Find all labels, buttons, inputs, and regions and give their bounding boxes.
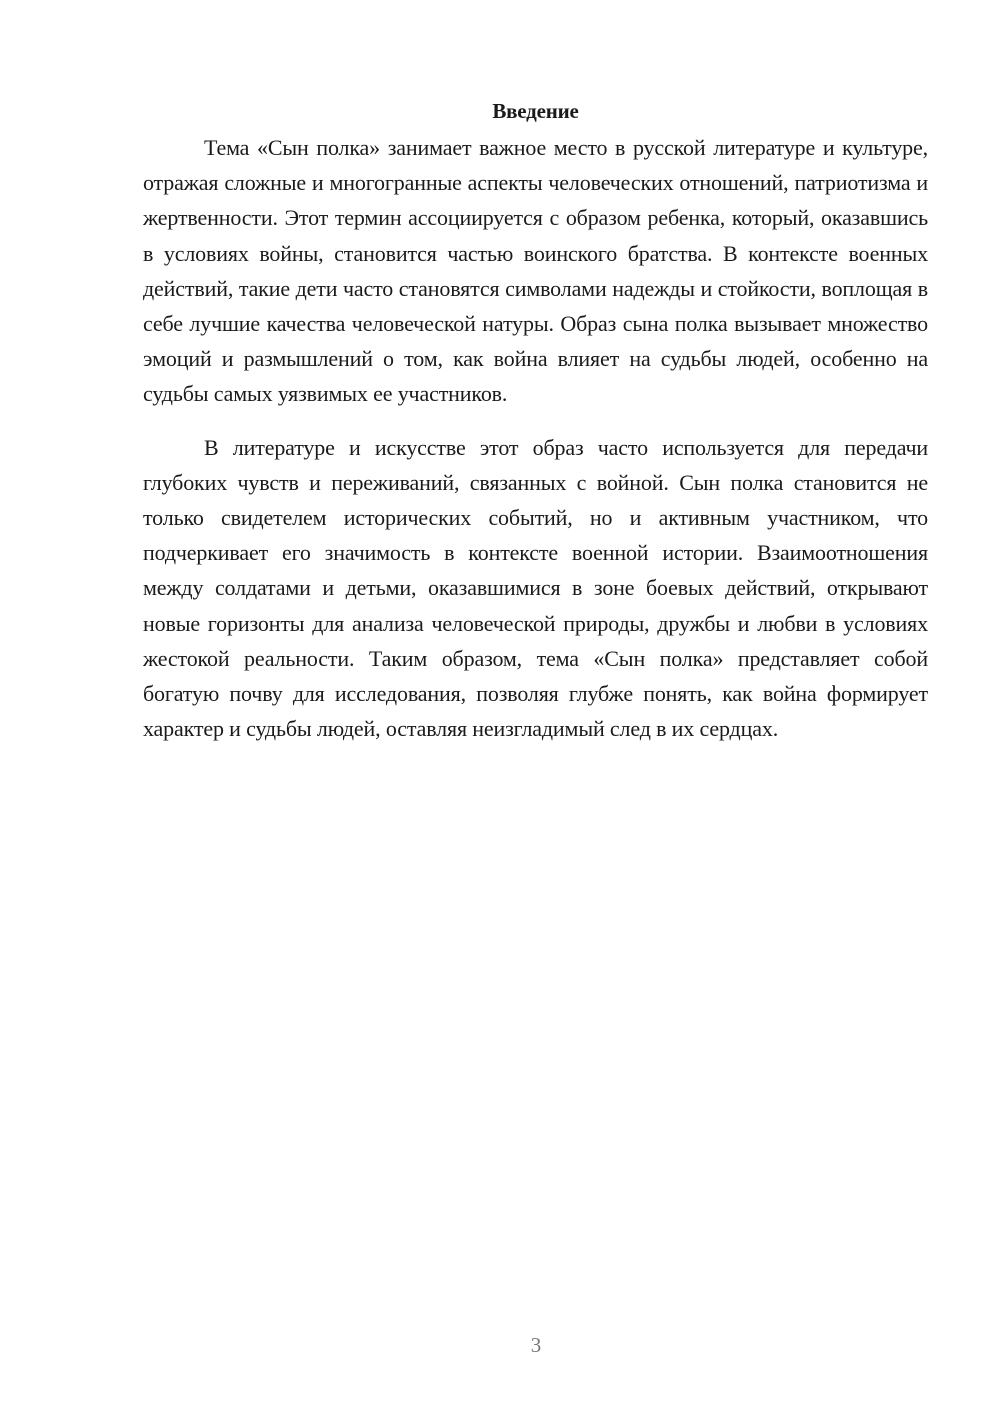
page-number: 3 <box>530 1333 542 1357</box>
paragraph-2: В литературе и искусстве этот образ часто используется для передачи глубоких чувств и переживаний, связанных с войной. Сын полка становится не только свидетелем исторических событий, но и активным участником, что подчеркивает его значимость в контексте военной истории. Взаимоотношения между солдатами и детьми, оказавшимися в зоне боевых действий, открывают новые горизонты для анализа человеческой природы, дружбы и любви в условиях жестокой реальности. Таким образом, тема «Сын полка» представляет собой богатую почву для исследования, позволяя глубже понять, как война формирует характер и судьбы людей, оставляя неизгладимый след в их сердцах. <box>143 434 928 742</box>
section-title: Введение <box>492 99 579 123</box>
paragraph-1: Тема «Сын полка» занимает важное место в русской литературе и культуре, отражая сложные и многогранные аспекты человеческих отношений, патриотизма и жертвенности. Этот термин ассоциируется с образом ребенка, который, оказавшись в условиях войны, становится частью воинского братства. В контексте военных действий, такие дети часто становятся символами надежды и стойкости, воплощая в себе лучшие качества человеческой натуры. Образ сына полка вызывает множество эмоций и размышлений о том, как война влияет на судьбы людей, особенно на судьбы самых уязвимых ее участников. <box>143 135 928 407</box>
page-content <box>143 96 928 746</box>
